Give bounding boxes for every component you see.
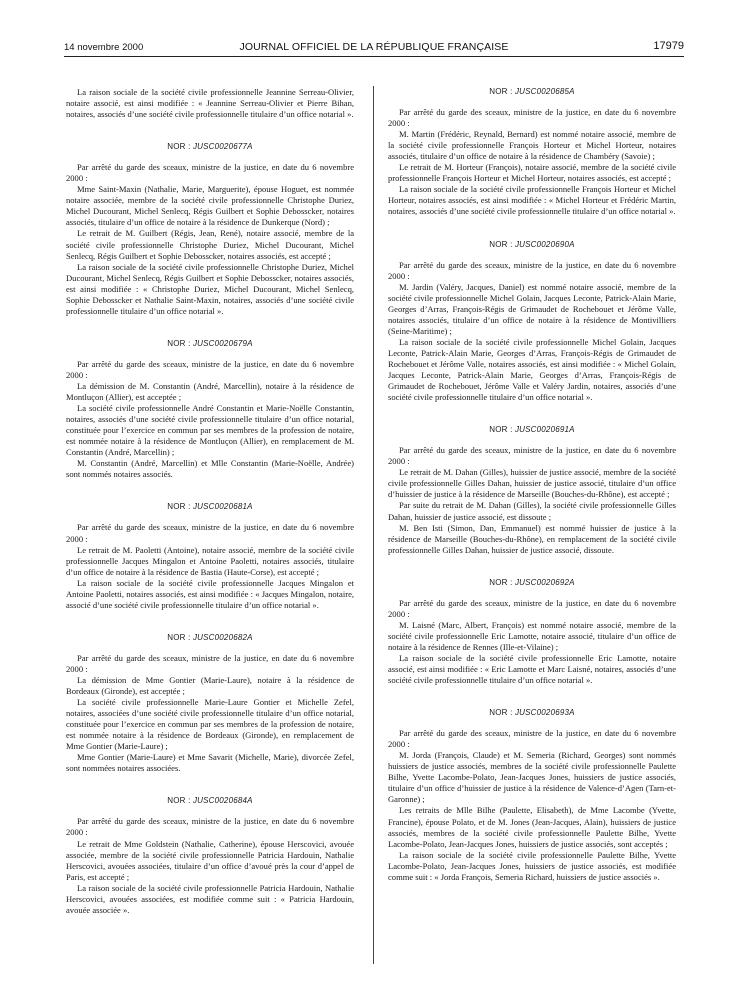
decree-paragraph: La raison sociale de la société civile professionnelle Eric Lamotte, notaire associé, est ainsi modifiée : « Eric Lamotte et Marc Laisné, notaires, associés d’une société civile professionnelle titulaire d’un office notarial ». (388, 652, 676, 686)
nor-code: JUSC0020679A (192, 338, 253, 348)
decree-paragraph: Le retrait de M. Guilbert (Régis, Jean, René), notaire associé, membre de la société civile professionnelle Christophe Duriez, Michel Ducourant, Michel Senlecq, Régis Guilbert et Sophie Debosscker, notaires associés, est accepté ; (66, 228, 354, 261)
decree-paragraph: La société civile professionnelle André Constantin et Marie-Noëlle Constantin, notaires, associés d’une société civile professionnelle titulaire d’un office notarial, constituée pour l’exercice en commun par ses membres de la profession de notaire, est nommée notaire à la résidence de Montluçon (Allier), en remplacement de M. Constantin (André, Marcellin) ; (66, 403, 354, 458)
decree-intro: Par arrêté du garde des sceaux, ministre de la justice, en date du 6 novembre 2000 : (66, 652, 354, 674)
nor-reference: NOR : JUSC0020682A (167, 632, 253, 642)
nor-code: JUSC0020693A (514, 708, 575, 718)
column-divider (373, 86, 374, 964)
decree-paragraph: Le retrait de M. Dahan (Gilles), huissier de justice associé, membre de la société civile professionnelle Gilles Dahan, huissier de justice associé, titulaire d’un office d’huissier de justice à la résidence de Marseille (Bouches-du-Rhône), est accepté ; (388, 467, 676, 500)
decree-block (388, 424, 676, 556)
decree-paragraph: Mme Saint-Maxin (Nathalie, Marie, Marguerite), épouse Hoguet, est nommée notaire associée, membre de la société civile professionnelle Christophe Duriez, Michel Ducourant, Michel Senlecq, Régis Guilbert et Sophie Debosscker, notaires associés, titulaire d’un office de notaire à la résidence de Dunkerque (Nord) ; (66, 184, 354, 228)
decree-paragraph: M. Ben Isti (Simon, Dan, Emmanuel) est nommé huissier de justice à la résidence de Marseille (Bouches-du-Rhône), en remplacement de la société civile professionnelle Gilles Dahan, huissier de justice associé, dissoute. (388, 522, 676, 555)
decree-block (66, 501, 354, 610)
decree-block (66, 795, 354, 915)
decree-block (66, 87, 354, 120)
page-header (64, 40, 684, 54)
decree-intro: Par arrêté du garde des sceaux, ministre de la justice, en date du 6 novembre 2000 : (388, 597, 676, 619)
nor-code: JUSC0020682A (192, 632, 253, 642)
decree-block (388, 707, 676, 883)
decree-paragraph: Les retraits de Mlle Bilhe (Paulette, Elisabeth), de Mme Lacombe (Yvette, Francine), épouse Polato, et de M. Jones (Jean-Jacques, Alain), huissiers de justice associés, membres de la société civile professionnelle Paulette Bilhe, Yvette Lacombe-Polato, Jean-Jacques Jones, huissiers de justice associés, sont acceptés ; (388, 805, 676, 849)
decree-paragraph: M. Jardin (Valéry, Jacques, Daniel) est nommé notaire associé, membre de la société civile professionnelle Michel Golain, Jacques Leconte, Patrick-Alain Marie, Georges d’Arras, François-Régis de Grimaudet de Rochebouet et Jérôme Valle, notaires associés, titulaire d’un office de notaire à la résidence de Montivilliers (Seine-Maritime) ; (388, 281, 676, 336)
decree-block (388, 239, 676, 404)
decree-paragraph: La société civile professionnelle Marie-Laure Gontier et Michelle Zefel, notaires, associées d’une société civile professionnelle titulaire d’un office notarial, constituée pour l’exercice en commun par ses membres de la profession de notaire, est nommée notaire à la résidence de Bordeaux (Gironde), en remplacement de Mme Gontier (Marie-Laure) ; (66, 697, 354, 752)
decree-paragraph: Le retrait de M. Horteur (François), notaire associé, membre de la société civile professionnelle François Horteur et Michel Horteur, notaires associés, est accepté ; (388, 162, 676, 184)
nor-code: JUSC0020690A (514, 239, 575, 249)
nor-reference: NOR : JUSC0020677A (167, 142, 253, 152)
header-rule (64, 56, 684, 57)
nor-reference: NOR : JUSC0020684A (167, 796, 253, 806)
decree-paragraph: Le retrait de Mme Goldstein (Nathalie, Catherine), épouse Herscovici, avouée associée, membre de la société civile professionnelle Patricia Hardouin, Nathalie Herscovici, avouées associées, titulaire d’un office d’avoué près la cour d’appel de Paris, est accepté ; (66, 838, 354, 882)
decree-intro: Par arrêté du garde des sceaux, ministre de la justice, en date du 6 novembre 2000 : (388, 259, 676, 281)
decree-block (66, 338, 354, 481)
page-number: 17979 (653, 40, 684, 52)
decree-block (66, 141, 354, 317)
nor-reference: NOR : JUSC0020685A (489, 87, 575, 96)
nor-code: JUSC0020681A (192, 502, 253, 512)
decree-paragraph: M. Martin (Frédéric, Reynald, Bernard) est nommé notaire associé, membre de la société civile professionnelle François Horteur et Michel Horteur, notaires associés, titulaire d’un office de notaire à la résidence de Chambéry (Savoie) ; (388, 129, 676, 162)
decree-paragraph: Par suite du retrait de M. Dahan (Gilles), la société civile professionnelle Gilles Dahan, huissier de justice associé, est dissoute ; (388, 500, 676, 522)
decree-paragraph: M. Constantin (André, Marcellin) et Mlle Constantin (Marie-Noëlle, Andrée) sont nommés notaires associés. (66, 458, 354, 480)
nor-reference: NOR : JUSC0020693A (489, 708, 575, 718)
decree-block (388, 577, 676, 686)
decree-intro: Par arrêté du garde des sceaux, ministre de la justice, en date du 6 novembre 2000 : (66, 162, 354, 184)
decree-paragraph: La démission de M. Constantin (André, Marcellin), notaire à la résidence de Montluçon (Allier), est acceptée ; (66, 380, 354, 403)
decree-intro: Par arrêté du garde des sceaux, ministre de la justice, en date du 6 novembre 2000 : (388, 445, 676, 467)
nor-code: JUSC0020684A (192, 796, 253, 806)
decree-block (66, 632, 354, 775)
decree-paragraph: M. Jorda (François, Claude) et M. Semeria (Richard, Georges) sont nommés huissiers de justice associés, membres de la société civile professionnelle Paulette Bilhe, Yvette Lacombe-Polato, Jean-Jacques Jones, huissiers de justice associés, titulaire d’un office d’huissier de justice à la résidence de Valence-d’Agen (Tarn-et-Garonne) ; (388, 750, 676, 805)
decree-paragraph: La raison sociale de la société civile professionnelle Christophe Duriez, Michel Ducourant, Michel Senlecq, Régis Guilbert et Sophie Debosscker, notaires associés, est ainsi modifiée : « Christophe Duriez, Michel Ducourant, Michel Senlecq, Sophie Debosscker et Nathalie Saint-Maxin, notaires, associés d’une société civile professionnelle titulaire d’un office notarial ». (66, 261, 354, 316)
decree-paragraph: La raison sociale de la société civile professionnelle Michel Golain, Jacques Leconte, Patrick-Alain Marie, Georges d’Arras, François-Régis de Grimaudet de Rochebouet et Jérôme Valle, notaires associés, est ainsi modifiée : « Michel Golain, Jacques Leconte, Patrick-Alain Marie, Georges d’Arras, François-Régis de Grimaudet de Rochebouet, Jérôme Valle et Valéry Jardin, notaires, associés d’une société civile professionnelle titulaire d’un office notarial ». (388, 336, 676, 403)
decree-intro: Par arrêté du garde des sceaux, ministre de la justice, en date du 6 novembre 2000 : (66, 358, 354, 380)
right-column (388, 86, 676, 966)
nor-reference: NOR : JUSC0020691A (489, 425, 575, 435)
decree-block (388, 86, 676, 218)
nor-code: JUSC0020691A (514, 425, 575, 435)
left-column (66, 87, 354, 967)
decree-intro: Par arrêté du garde des sceaux, ministre de la justice, en date du 6 novembre 2000 : (388, 107, 676, 129)
decree-paragraph: La raison sociale de la société civile professionnelle François Horteur et Michel Horteur, notaires associés, est ainsi modifiée : « Michel Horteur et Frédéric Martin, notaires, associés d’une société civile professionnelle titulaire d’un office notarial ». (388, 184, 676, 217)
nor-code: JUSC0020685A (514, 87, 575, 96)
nor-reference: NOR : JUSC0020690A (489, 239, 575, 249)
nor-reference: NOR : JUSC0020679A (167, 338, 253, 348)
decree-paragraph: Mme Gontier (Marie-Laure) et Mme Savarit (Michelle, Marie), divorcée Zefel, sont nommées notaires associées. (66, 752, 354, 774)
decree-paragraph: La démission de Mme Gontier (Marie-Laure), notaire à la résidence de Bordeaux (Gironde), est acceptée ; (66, 674, 354, 697)
journal-title: JOURNAL OFFICIEL DE LA RÉPUBLIQUE FRANÇAISE (239, 41, 509, 53)
nor-code: JUSC0020692A (514, 577, 575, 587)
decree-paragraph: Le retrait de M. Paoletti (Antoine), notaire associé, membre de la société civile professionnelle Jacques Mingalon et Antoine Paoletti, notaires associés, titulaire d’un office de notaire à la résidence de Bastia (Haute-Corse), est accepté ; (66, 544, 354, 577)
decree-paragraph: La raison sociale de la société civile professionnelle Jeannine Serreau-Olivier, notaire associé, est ainsi modifiée : « Jeannine Serreau-Olivier et Pierre Bihan, notaires, associés d’une société civile professionnelle titulaire d’un office notarial ». (66, 87, 354, 120)
decree-paragraph: M. Laisné (Marc, Albert, François) est nommé notaire associé, membre de la société civile professionnelle Eric Lamotte, notaire associé, titulaire d’un office de notaire à la résidence de Rennes (Ille-et-Vilaine) ; (388, 619, 676, 652)
decree-intro: Par arrêté du garde des sceaux, ministre de la justice, en date du 6 novembre 2000 : (66, 522, 354, 544)
decree-intro: Par arrêté du garde des sceaux, ministre de la justice, en date du 6 novembre 2000 : (66, 816, 354, 838)
decree-paragraph: La raison sociale de la société civile professionnelle Patricia Hardouin, Nathalie Herscovici, avouées associées, est modifiée comme suit : « Patricia Hardouin, avouée associée ». (66, 882, 354, 915)
decree-paragraph: La raison sociale de la société civile professionnelle Jacques Mingalon et Antoine Paoletti, notaires associés, est ainsi modifiée : « Jacques Mingalon, notaire, associé d’une société civile professionnelle titulaire d’un office notarial ». (66, 577, 354, 610)
nor-reference: NOR : JUSC0020681A (167, 502, 253, 512)
issue-date: 14 novembre 2000 (64, 42, 144, 53)
decree-intro: Par arrêté du garde des sceaux, ministre de la justice, en date du 6 novembre 2000 : (388, 728, 676, 750)
nor-reference: NOR : JUSC0020692A (489, 577, 575, 587)
nor-code: JUSC0020677A (192, 142, 253, 152)
decree-paragraph: La raison sociale de la société civile professionnelle Paulette Bilhe, Yvette Lacombe-Polato, Jean-Jacques Jones, huissiers de justice associés, est modifiée comme suit : « Jorda François, Semeria Richard, huissiers de justice associés ». (388, 849, 676, 882)
